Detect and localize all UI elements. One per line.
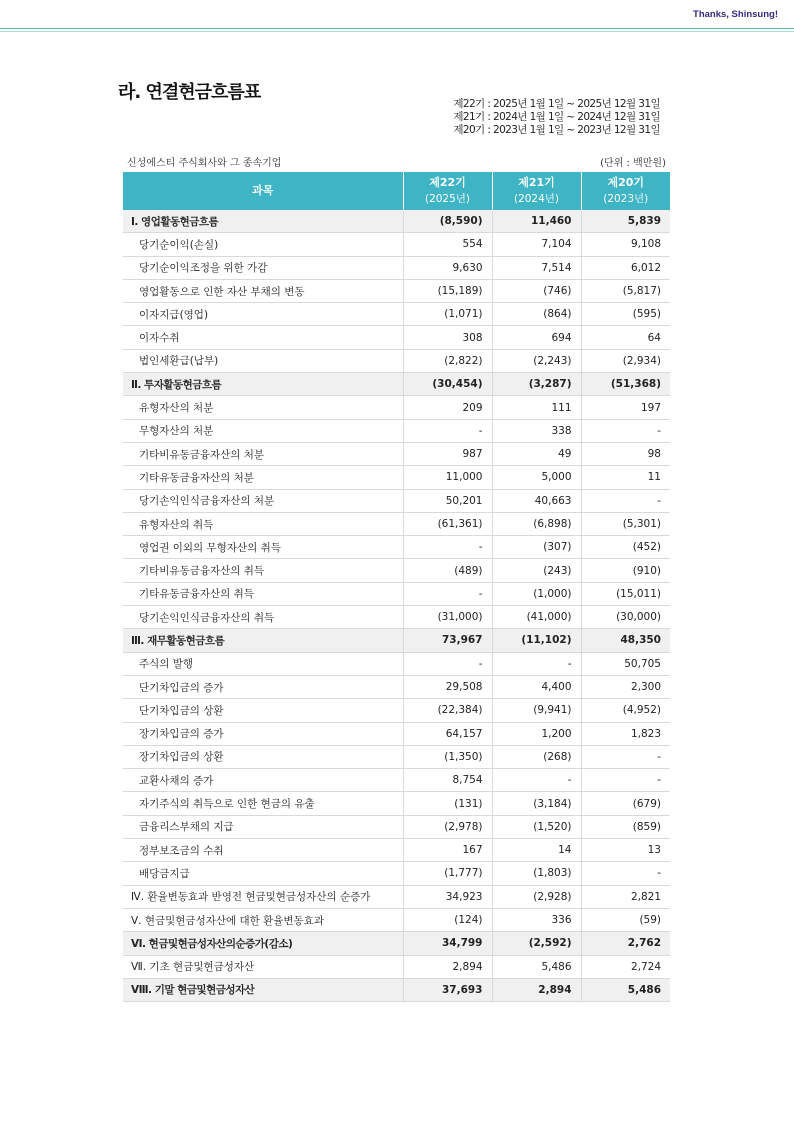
table-row <box>123 489 670 512</box>
row-label: 기타유동금융자산의 처분 <box>123 466 403 489</box>
table-row <box>123 815 670 838</box>
value-cell: (8,590) <box>403 210 492 233</box>
value-cell: (307) <box>492 536 581 559</box>
value-cell: (2,822) <box>403 349 492 372</box>
row-label: 당기순이익조정을 위한 가감 <box>123 256 403 279</box>
value-cell: (1,777) <box>403 862 492 885</box>
value-cell: (3,184) <box>492 792 581 815</box>
value-cell: (452) <box>581 536 670 559</box>
table-row <box>123 745 670 768</box>
row-label: 정부보조금의 수취 <box>123 839 403 862</box>
table-row <box>123 675 670 698</box>
table-row <box>123 908 670 931</box>
value-cell: 40,663 <box>492 489 581 512</box>
table-row <box>123 792 670 815</box>
value-cell: 209 <box>403 396 492 419</box>
value-cell: 11,000 <box>403 466 492 489</box>
value-cell: (30,000) <box>581 606 670 629</box>
value-cell: 11,460 <box>492 210 581 233</box>
table-row <box>123 256 670 279</box>
value-cell: 9,630 <box>403 256 492 279</box>
table-row <box>123 769 670 792</box>
value-cell: (2,978) <box>403 815 492 838</box>
value-cell: 2,821 <box>581 885 670 908</box>
unit-label: (단위 : 백만원) <box>600 158 666 169</box>
table-row <box>123 652 670 675</box>
row-label: Ⅶ. 기초 현금및현금성자산 <box>123 955 403 978</box>
value-cell: 34,923 <box>403 885 492 908</box>
value-cell: 8,754 <box>403 769 492 792</box>
value-cell: (679) <box>581 792 670 815</box>
value-cell: 6,012 <box>581 256 670 279</box>
value-cell: 50,705 <box>581 652 670 675</box>
table-row <box>123 512 670 535</box>
page-title: 라. 연결현금흐름표 <box>118 82 261 103</box>
value-cell: 73,967 <box>403 629 492 652</box>
value-cell: (2,243) <box>492 349 581 372</box>
table-row <box>123 442 670 465</box>
table-row <box>123 349 670 372</box>
value-cell: (30,454) <box>403 373 492 396</box>
value-cell: (864) <box>492 303 581 326</box>
value-cell: 5,000 <box>492 466 581 489</box>
table-row <box>123 303 670 326</box>
value-cell: 9,108 <box>581 233 670 256</box>
brand-slogan: Thanks, Shinsung! <box>693 9 778 20</box>
cash-flow-table <box>123 172 670 1002</box>
value-cell: 64,157 <box>403 722 492 745</box>
value-cell: (61,361) <box>403 512 492 535</box>
value-cell: 197 <box>581 396 670 419</box>
value-cell: 1,823 <box>581 722 670 745</box>
header-period-name: 제20기 <box>607 176 645 189</box>
value-cell: (1,803) <box>492 862 581 885</box>
value-cell: 2,762 <box>581 932 670 955</box>
row-label: 유형자산의 처분 <box>123 396 403 419</box>
value-cell: (22,384) <box>403 699 492 722</box>
value-cell: 308 <box>403 326 492 349</box>
value-cell: (51,368) <box>581 373 670 396</box>
value-cell: (595) <box>581 303 670 326</box>
section-row <box>123 932 670 955</box>
row-label: 금융리스부채의 지급 <box>123 815 403 838</box>
row-label: 이자수취 <box>123 326 403 349</box>
row-label: 교환사채의 증가 <box>123 769 403 792</box>
header-divider-secondary <box>0 31 794 32</box>
value-cell: - <box>492 769 581 792</box>
header-period-year: (2024년) <box>513 193 560 205</box>
value-cell: 336 <box>492 908 581 931</box>
value-cell: - <box>403 536 492 559</box>
value-cell: 5,486 <box>581 978 670 1001</box>
value-cell: 554 <box>403 233 492 256</box>
value-cell: 167 <box>403 839 492 862</box>
value-cell: 64 <box>581 326 670 349</box>
value-cell: (1,520) <box>492 815 581 838</box>
row-label: 이자지급(영업) <box>123 303 403 326</box>
value-cell: - <box>581 769 670 792</box>
table-row <box>123 862 670 885</box>
value-cell: 29,508 <box>403 675 492 698</box>
value-cell: (41,000) <box>492 606 581 629</box>
row-label: 당기순이익(손실) <box>123 233 403 256</box>
value-cell: (489) <box>403 559 492 582</box>
value-cell: 2,724 <box>581 955 670 978</box>
header-item <box>123 172 403 210</box>
value-cell: - <box>581 419 670 442</box>
value-cell: (2,928) <box>492 885 581 908</box>
value-cell: (124) <box>403 908 492 931</box>
value-cell: (5,301) <box>581 512 670 535</box>
header-period-name: 제22기 <box>429 176 466 189</box>
company-name: 신성에스티 주식회사와 그 종속기업 <box>127 158 282 169</box>
value-cell: 11 <box>581 466 670 489</box>
value-cell: - <box>492 652 581 675</box>
value-cell: (9,941) <box>492 699 581 722</box>
table-row <box>123 885 670 908</box>
row-label: Ⅴ. 현금및현금성자산에 대한 환율변동효과 <box>123 908 403 931</box>
value-cell: 694 <box>492 326 581 349</box>
table-row <box>123 233 670 256</box>
value-cell: 5,839 <box>581 210 670 233</box>
row-label: 영업권 이외의 무형자산의 취득 <box>123 536 403 559</box>
value-cell: 14 <box>492 839 581 862</box>
header-period-year: (2023년) <box>603 193 649 205</box>
row-label: 법인세환급(납부) <box>123 349 403 372</box>
value-cell: 37,693 <box>403 978 492 1001</box>
row-label: 단기차입금의 상환 <box>123 699 403 722</box>
value-cell: 50,201 <box>403 489 492 512</box>
period-line: 제20기 : 2023년 1월 1일 ~ 2023년 12월 31일 <box>453 124 660 136</box>
table-row <box>123 606 670 629</box>
value-cell: (3,287) <box>492 373 581 396</box>
table-row <box>123 279 670 302</box>
header-divider <box>0 28 794 29</box>
section-row <box>123 978 670 1001</box>
row-label: Ⅲ. 재무활동현금흐름 <box>123 629 403 652</box>
section-row <box>123 373 670 396</box>
row-label: Ⅱ. 투자활동현금흐름 <box>123 373 403 396</box>
value-cell: 2,894 <box>403 955 492 978</box>
row-label: 기타비유동금융자산의 처분 <box>123 442 403 465</box>
value-cell: (243) <box>492 559 581 582</box>
value-cell: (910) <box>581 559 670 582</box>
value-cell: - <box>581 489 670 512</box>
row-label: 장기차입금의 증가 <box>123 722 403 745</box>
row-label: 당기손익인식금융자산의 처분 <box>123 489 403 512</box>
table-row <box>123 396 670 419</box>
header-period <box>492 172 581 210</box>
row-label: 단기차입금의 증가 <box>123 675 403 698</box>
value-cell: (59) <box>581 908 670 931</box>
value-cell: (2,934) <box>581 349 670 372</box>
value-cell: - <box>403 652 492 675</box>
value-cell: (6,898) <box>492 512 581 535</box>
table-header-row <box>123 172 670 210</box>
value-cell: (1,000) <box>492 582 581 605</box>
row-label: 영업활동으로 인한 자산 부채의 변동 <box>123 279 403 302</box>
value-cell: (4,952) <box>581 699 670 722</box>
value-cell: (5,817) <box>581 279 670 302</box>
value-cell: 2,894 <box>492 978 581 1001</box>
value-cell: (11,102) <box>492 629 581 652</box>
value-cell: (2,592) <box>492 932 581 955</box>
section-row <box>123 210 670 233</box>
value-cell: (31,000) <box>403 606 492 629</box>
fiscal-periods <box>453 98 660 137</box>
value-cell: (859) <box>581 815 670 838</box>
value-cell: 7,514 <box>492 256 581 279</box>
value-cell: (15,011) <box>581 582 670 605</box>
row-label: 장기차입금의 상환 <box>123 745 403 768</box>
value-cell: (15,189) <box>403 279 492 302</box>
table-row <box>123 839 670 862</box>
header-period <box>581 172 670 210</box>
value-cell: - <box>403 419 492 442</box>
value-cell: (1,350) <box>403 745 492 768</box>
row-label: 당기손익인식금융자산의 취득 <box>123 606 403 629</box>
table-row <box>123 466 670 489</box>
table-row <box>123 326 670 349</box>
header-period-year: (2025년) <box>424 193 471 205</box>
row-label: 주식의 발행 <box>123 652 403 675</box>
table-row <box>123 419 670 442</box>
value-cell: (1,071) <box>403 303 492 326</box>
value-cell: (131) <box>403 792 492 815</box>
header-item-label: 과목 <box>252 184 274 197</box>
table-row <box>123 582 670 605</box>
row-label: Ⅵ. 현금및현금성자산의순증가(감소) <box>123 932 403 955</box>
value-cell: 49 <box>492 442 581 465</box>
value-cell: 2,300 <box>581 675 670 698</box>
value-cell: 98 <box>581 442 670 465</box>
value-cell: - <box>581 745 670 768</box>
value-cell: 338 <box>492 419 581 442</box>
value-cell: 48,350 <box>581 629 670 652</box>
period-line: 제21기 : 2024년 1월 1일 ~ 2024년 12월 31일 <box>453 111 660 123</box>
value-cell: 4,400 <box>492 675 581 698</box>
value-cell: (746) <box>492 279 581 302</box>
row-label: 기타유동금융자산의 취득 <box>123 582 403 605</box>
row-label: 유형자산의 취득 <box>123 512 403 535</box>
value-cell: 1,200 <box>492 722 581 745</box>
section-row <box>123 629 670 652</box>
row-label: Ⅷ. 기말 현금및현금성자산 <box>123 978 403 1001</box>
row-label: 자기주식의 취득으로 인한 현금의 유출 <box>123 792 403 815</box>
value-cell: 111 <box>492 396 581 419</box>
value-cell: (268) <box>492 745 581 768</box>
value-cell: 987 <box>403 442 492 465</box>
period-line: 제22기 : 2025년 1월 1일 ~ 2025년 12월 31일 <box>453 98 660 110</box>
value-cell: - <box>403 582 492 605</box>
value-cell: 7,104 <box>492 233 581 256</box>
row-label: 기타비유동금융자산의 취득 <box>123 559 403 582</box>
value-cell: 5,486 <box>492 955 581 978</box>
value-cell: - <box>581 862 670 885</box>
row-label: 무형자산의 처분 <box>123 419 403 442</box>
row-label: 배당금지급 <box>123 862 403 885</box>
row-label: Ⅳ. 환율변동효과 반영전 현금및현금성자산의 순증가 <box>123 885 403 908</box>
value-cell: 13 <box>581 839 670 862</box>
value-cell: 34,799 <box>403 932 492 955</box>
header-period-name: 제21기 <box>518 176 555 189</box>
header-period <box>403 172 492 210</box>
row-label: Ⅰ. 영업활동현금흐름 <box>123 210 403 233</box>
table-row <box>123 559 670 582</box>
table-row <box>123 536 670 559</box>
table-row <box>123 699 670 722</box>
table-row <box>123 722 670 745</box>
table-row <box>123 955 670 978</box>
